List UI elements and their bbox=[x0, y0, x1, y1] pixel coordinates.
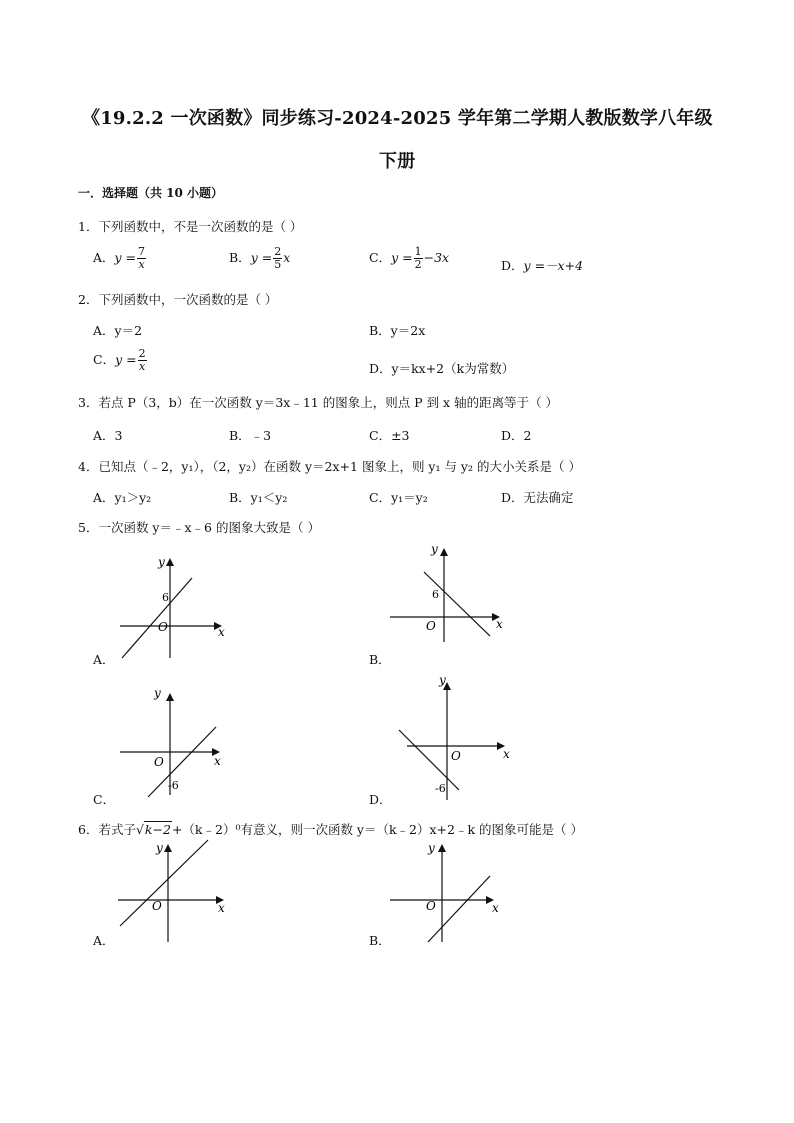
stem-prefix: 6．若式子 bbox=[78, 822, 136, 837]
fraction bbox=[138, 348, 147, 373]
tick-label: 6 bbox=[432, 588, 439, 601]
axis-label-x: x bbox=[214, 754, 221, 768]
option-a-eq: y = bbox=[114, 250, 137, 265]
radicand: k−2 bbox=[144, 822, 171, 837]
question-2-stem: 2．下列函数中，一次函数的是（ ） bbox=[78, 292, 278, 307]
tick-label: -6 bbox=[435, 782, 446, 795]
question-1-option-d[interactable] bbox=[501, 256, 583, 274]
fraction bbox=[137, 246, 146, 271]
option-c-tail: −3x bbox=[423, 250, 450, 265]
graph-5d bbox=[395, 672, 520, 802]
option-b-tail: x bbox=[283, 250, 291, 265]
axis-label-y: y bbox=[154, 686, 161, 700]
option-d-prefix: D． bbox=[501, 258, 524, 273]
question-1-option-a[interactable] bbox=[93, 246, 147, 271]
question-2-option-b[interactable]: B．y＝2x bbox=[369, 323, 426, 338]
denominator: 5 bbox=[274, 258, 282, 271]
fraction bbox=[414, 246, 423, 271]
question-3-option-c[interactable]: C．±3 bbox=[369, 428, 410, 443]
question-2-option-a[interactable]: A．y＝2 bbox=[93, 323, 143, 338]
graph-5c bbox=[116, 685, 236, 800]
y-axis-arrow-icon bbox=[166, 693, 174, 701]
question-5-option-a[interactable]: A． bbox=[93, 652, 115, 667]
y-axis-arrow-icon bbox=[164, 844, 172, 852]
function-line bbox=[120, 840, 208, 926]
origin-label: O bbox=[158, 620, 168, 634]
option-b-eq: y = bbox=[250, 250, 273, 265]
option-c-eq: y = bbox=[115, 352, 137, 367]
question-3-option-a[interactable]: A．3 bbox=[93, 428, 123, 443]
origin-label: O bbox=[426, 899, 436, 913]
numerator: 2 bbox=[274, 245, 282, 258]
question-5-option-c[interactable]: C． bbox=[93, 792, 116, 807]
axis-label-x: x bbox=[218, 625, 225, 639]
function-line bbox=[122, 578, 192, 658]
question-1-option-c[interactable] bbox=[369, 246, 449, 271]
y-axis-arrow-icon bbox=[440, 548, 448, 556]
question-4-option-d[interactable]: D．无法确定 bbox=[501, 490, 574, 505]
question-3-option-b[interactable]: B．﹣3 bbox=[229, 428, 272, 443]
question-2-option-d[interactable]: D．y＝kx+2（k为常数） bbox=[369, 361, 515, 376]
axis-label-y: y bbox=[158, 555, 165, 569]
option-d-text: y =－x+4 bbox=[523, 258, 584, 273]
axis-label-y: y bbox=[431, 542, 438, 556]
numerator: 7 bbox=[138, 245, 146, 258]
fraction bbox=[273, 246, 282, 271]
tick-label: -6 bbox=[168, 779, 179, 792]
option-c-prefix: C． bbox=[369, 250, 392, 265]
square-root: √k−2 bbox=[135, 822, 171, 837]
axis-label-y: y bbox=[439, 673, 446, 687]
denominator: x bbox=[138, 360, 146, 373]
origin-label: O bbox=[426, 619, 436, 633]
question-3-option-d[interactable]: D．2 bbox=[501, 428, 532, 443]
y-axis-arrow-icon bbox=[438, 844, 446, 852]
denominator: x bbox=[138, 258, 145, 271]
graph-6a bbox=[116, 838, 236, 948]
section-heading: 一．选择题（共 10 小题） bbox=[78, 186, 224, 200]
axis-label-x: x bbox=[492, 901, 499, 915]
question-4-option-b[interactable]: B．y₁＜y₂ bbox=[229, 490, 288, 505]
option-b-prefix: B． bbox=[229, 250, 251, 265]
numerator: 2 bbox=[138, 347, 146, 360]
option-a-prefix: A． bbox=[93, 250, 115, 265]
question-5-option-d[interactable]: D． bbox=[369, 792, 392, 807]
question-6-stem bbox=[78, 820, 583, 838]
question-3-stem: 3．若点 P（3，b）在一次函数 y＝3x﹣11 的图象上，则点 P 到 x 轴的距离等于（ ） bbox=[78, 395, 559, 410]
axis-label-x: x bbox=[503, 747, 510, 761]
y-axis-arrow-icon bbox=[166, 558, 174, 566]
question-6-option-b[interactable]: B． bbox=[369, 933, 391, 948]
question-2-option-c[interactable] bbox=[93, 348, 148, 373]
function-line bbox=[428, 876, 490, 942]
question-1-stem: 1．下列函数中，不是一次函数的是（ ） bbox=[78, 219, 303, 234]
function-line bbox=[399, 730, 459, 790]
question-4-option-a[interactable]: A．y₁＞y₂ bbox=[93, 490, 152, 505]
graph-6b bbox=[388, 838, 508, 948]
axis-label-x: x bbox=[496, 617, 503, 631]
axis-label-x: x bbox=[218, 901, 225, 915]
option-c-prefix: C． bbox=[93, 352, 116, 367]
axis-label-y: y bbox=[428, 841, 435, 855]
page-title: 《19.2.2 一次函数》同步练习-2024-2025 学年第二学期人教版数学八年级 bbox=[82, 108, 713, 129]
axis-label-y: y bbox=[156, 841, 163, 855]
stem-suffix: +（k﹣2）⁰有意义，则一次函数 y＝（k﹣2）x+2﹣k 的图象可能是（ ） bbox=[171, 822, 584, 837]
origin-label: O bbox=[451, 749, 461, 763]
tick-label: 6 bbox=[162, 591, 169, 604]
question-6-option-a[interactable]: A． bbox=[93, 933, 115, 948]
page-title-line2: 下册 bbox=[379, 151, 416, 172]
denominator: 2 bbox=[414, 258, 422, 271]
origin-label: O bbox=[152, 899, 162, 913]
question-5-stem: 5．一次函数 y＝﹣x﹣6 的图象大致是（ ） bbox=[78, 520, 320, 535]
graph-5a bbox=[110, 550, 230, 660]
option-c-eq: y = bbox=[391, 250, 413, 265]
question-1-option-b[interactable] bbox=[229, 246, 290, 271]
graph-5b bbox=[388, 540, 508, 650]
origin-label: O bbox=[154, 755, 164, 769]
question-5-option-b[interactable]: B． bbox=[369, 652, 391, 667]
question-4-option-c[interactable]: C．y₁＝y₂ bbox=[369, 490, 428, 505]
question-4-stem: 4．已知点（﹣2，y₁），（2，y₂）在函数 y＝2x+1 图象上，则 y₁ 与 y₂ 的大小关系是（ ） bbox=[78, 459, 581, 474]
numerator: 1 bbox=[414, 245, 422, 258]
